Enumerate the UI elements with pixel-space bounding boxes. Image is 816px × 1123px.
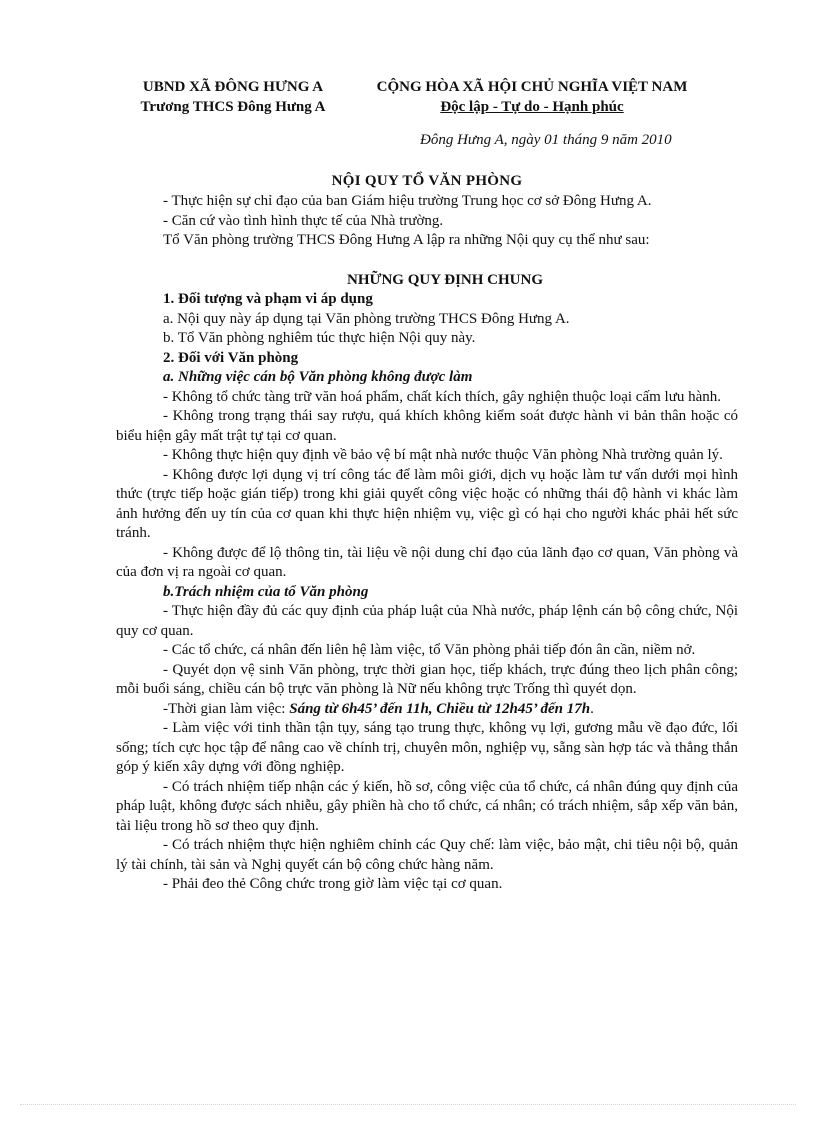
section-2b-heading: b.Trách nhiệm của tổ Văn phòng xyxy=(163,583,369,600)
section-2a-heading: a. Những việc cán bộ Văn phòng không được làm xyxy=(163,369,473,385)
agency-name: UBND XÃ ĐÔNG HƯNG A xyxy=(142,79,324,95)
section-1-heading: 1. Đối tượng và phạm vi áp dụng xyxy=(163,291,373,307)
rule-item: - Không thực hiện quy định về bảo vệ bí mật nhà nước thuộc Văn phòng Nhà trường quản lý. xyxy=(163,447,723,463)
section-title: NHỮNG QUY ĐỊNH CHUNG xyxy=(347,271,543,288)
work-time-line xyxy=(116,700,738,720)
section-1-item: a. Nội quy này áp dụng tại Văn phòng trường THCS Đông Hưng A. xyxy=(163,310,570,327)
rule-item: - Không được để lộ thông tin, tài liệu về nội dung chỉ đạo của lãnh đạo cơ quan, Văn phòng và của đơn vị ra ngoài cơ quan. xyxy=(116,544,738,580)
work-time-end: . xyxy=(590,700,594,717)
national-header xyxy=(352,78,712,117)
page-bottom-border xyxy=(20,1104,796,1105)
work-time-value: Sáng từ 6h45’ đến 11h, Chiều từ 12h45’ đến 17h xyxy=(289,700,591,717)
national-title: CỘNG HÒA XÃ HỘI CHỦ NGHĨA VIỆT NAM xyxy=(376,79,688,95)
duty-item: - Các tổ chức, cá nhân đến liên hệ làm việc, tổ Văn phòng phải tiếp đón ân cần, niềm nở. xyxy=(163,642,696,658)
intro-line: Tổ Văn phòng trường THCS Đông Hưng A lập ra những Nội quy cụ thể như sau: xyxy=(163,232,650,248)
rule-item: - Không được lợi dụng vị trí công tác để làm môi giới, dịch vụ hoặc làm tư vấn dưới mọi hình thức (trực tiếp hoặc gián tiếp) trong khi giải quyết công việc hoặc có những thái độ hành vi khác làm ảnh hưởng đến uy tín của cơ quan khi thực hiện nhiệm vụ, việc gì có hại cho người khác phải hết sức tránh. xyxy=(116,466,738,541)
national-motto: Độc lập - Tự do - Hạnh phúc xyxy=(440,98,624,115)
duty-item: - Quyét dọn vệ sinh Văn phòng, trực thời gian học, tiếp khách, trực đúng theo lịch phân công; mỗi buổi sáng, chiều cán bộ trực văn phòng là Nữ nếu không trực Trống thì quyét dọn. xyxy=(116,661,738,697)
document-body xyxy=(116,192,738,895)
document-title: NỘI QUY TỔ VĂN PHÒNG xyxy=(331,173,523,189)
rule-item: - Không trong trạng thái say rượu, quá khích không kiểm soát được hành vi bản thân hoặc có biểu hiện gây mất trật tự tại cơ quan. xyxy=(116,408,738,444)
agency-header xyxy=(118,78,348,117)
section-1-item: b. Tổ Văn phòng nghiêm túc thực hiện Nội quy này. xyxy=(163,330,476,346)
duty-item: - Làm việc với tinh thần tận tụy, sáng tạo trung thực, không vụ lợi, gương mẫu về đạo đức, lối sống; tích cực học tập để nâng cao về chính trị, chuyên môn, nghiệp vụ, sẵng sàn hợp tác và thẳng thắn góp ý kiến xây dựng với đồng nghiệp. xyxy=(116,720,738,775)
duty-item: - Có trách nhiệm thực hiện nghiêm chỉnh các Quy chế: làm việc, bảo mật, chi tiêu nội bộ, quản lý tài chính, tài sản và Nghị quyết cán bộ công chức hàng năm. xyxy=(116,837,738,873)
work-time-label: -Thời gian làm việc: xyxy=(163,700,290,717)
duty-item: - Có trách nhiệm tiếp nhận các ý kiến, hồ sơ, công việc của tổ chức, cá nhân đúng quy định của pháp luật, không được sách nhiễu, gây phiền hà cho tổ chức, cá nhân; có trách nhiệm, sắp xếp văn bản, tài liệu trong hồ sơ theo quy định. xyxy=(116,778,738,834)
document-date: Đông Hưng A, ngày 01 tháng 9 năm 2010 xyxy=(420,132,672,148)
rule-item: - Không tổ chức tàng trữ văn hoá phẩm, chất kích thích, gây nghiện thuộc loại cấm lưu hành. xyxy=(163,388,721,405)
intro-line: - Căn cứ vào tình hình thực tế của Nhà trường. xyxy=(163,212,444,229)
school-name: Trương THCS Đông Hưng A xyxy=(140,98,326,115)
duty-item: - Phải đeo thẻ Công chức trong giờ làm việc tại cơ quan. xyxy=(163,876,503,892)
intro-line: - Thực hiện sự chỉ đạo của ban Giám hiệu trường Trung học cơ sở Đông Hưng A. xyxy=(163,193,652,209)
section-2-heading: 2. Đối với Văn phòng xyxy=(163,349,299,366)
duty-item: - Thực hiện đầy đủ các quy định của pháp luật của Nhà nước, pháp lệnh cán bộ công chức, Nội quy cơ quan. xyxy=(116,603,738,639)
